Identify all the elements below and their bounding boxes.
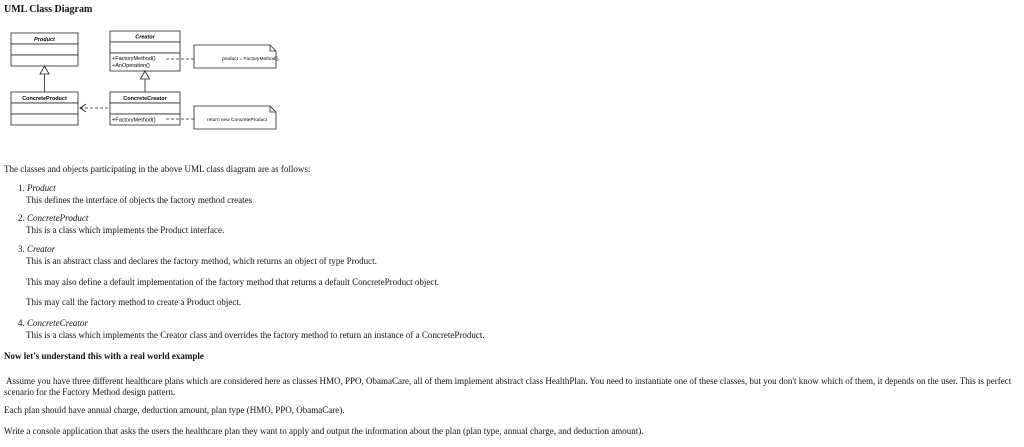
product-inheritance-arrow bbox=[40, 66, 49, 74]
product-class-box bbox=[11, 33, 78, 66]
creator-op-an-operation: +AnOperation() bbox=[112, 63, 150, 69]
example-heading: Now let's understand this with a real world example bbox=[4, 351, 204, 361]
note-return bbox=[194, 106, 276, 129]
concrete-creator-class-box bbox=[110, 92, 180, 125]
example-paragraph-2: Each plan should have annual charge, deduction amount, plan type (HMO, PPO, ObamaCare). bbox=[4, 405, 345, 415]
participant-product-desc: This defines the interface of objects the factory method creates bbox=[26, 195, 253, 205]
example-paragraph-1: Assume you have three different healthcare plans which are considered here as classes HMO, PPO, ObamaCare, all of them implement abstract class HealthPlan. You need to instantiate one of these classes, but you don't know which of them, it depends on the user. This is perfect scenario for the Factory Method design pattern. bbox=[4, 376, 1012, 397]
creator-op-factory-method: +FactoryMethod() bbox=[112, 56, 156, 62]
participant-creator-desc-2: This may also define a default implementation of the factory method that returns a default ConcreteProduct object. bbox=[26, 277, 440, 287]
concrete-creator-class-name: ConcreteCreator bbox=[123, 96, 167, 102]
participant-creator-desc-1: This is an abstract class and declares the factory method, which returns an object of type Product. bbox=[26, 256, 377, 266]
concrete-product-class-name: ConcreteProduct bbox=[22, 96, 67, 102]
intro-text: The classes and objects participating in the above UML class diagram are as follows: bbox=[4, 164, 311, 174]
participant-creator-desc-3: This may call the factory method to create a Product object. bbox=[26, 297, 242, 307]
participant-concrete-creator-desc: This is a class which implements the Creator class and overrides the factory method to return an instance of a ConcreteProduct. bbox=[26, 330, 485, 340]
concrete-product-class-box bbox=[11, 92, 78, 125]
note-return-text: return new ConcreteProduct bbox=[207, 118, 267, 123]
page-title: UML Class Diagram bbox=[4, 4, 93, 15]
creator-class-name: Creator bbox=[135, 34, 155, 41]
participant-creator: 3. Creator bbox=[18, 244, 56, 254]
uml-class-diagram bbox=[0, 24, 300, 134]
creator-inheritance-arrow bbox=[141, 71, 150, 79]
creator-class-box bbox=[110, 31, 180, 71]
note-product-text: product = FactoryMethod() bbox=[222, 57, 279, 62]
concrete-creator-op-factory-method: +FactoryMethod() bbox=[112, 117, 156, 124]
participant-concrete-creator: 4. ConcreteCreator bbox=[18, 318, 88, 328]
product-class-name: Product bbox=[34, 37, 55, 43]
participant-product: 1. Product bbox=[18, 183, 56, 193]
participant-concrete-product: 2. ConcreteProduct bbox=[18, 213, 89, 223]
participant-concrete-product-desc: This is a class which implements the Product interface. bbox=[26, 225, 225, 235]
example-paragraph-3: Write a console application that asks the users the healthcare plan they want to apply and output the information about the plan (plan type, annual charge, and deduction amount). bbox=[4, 426, 644, 436]
note-product bbox=[194, 45, 279, 68]
